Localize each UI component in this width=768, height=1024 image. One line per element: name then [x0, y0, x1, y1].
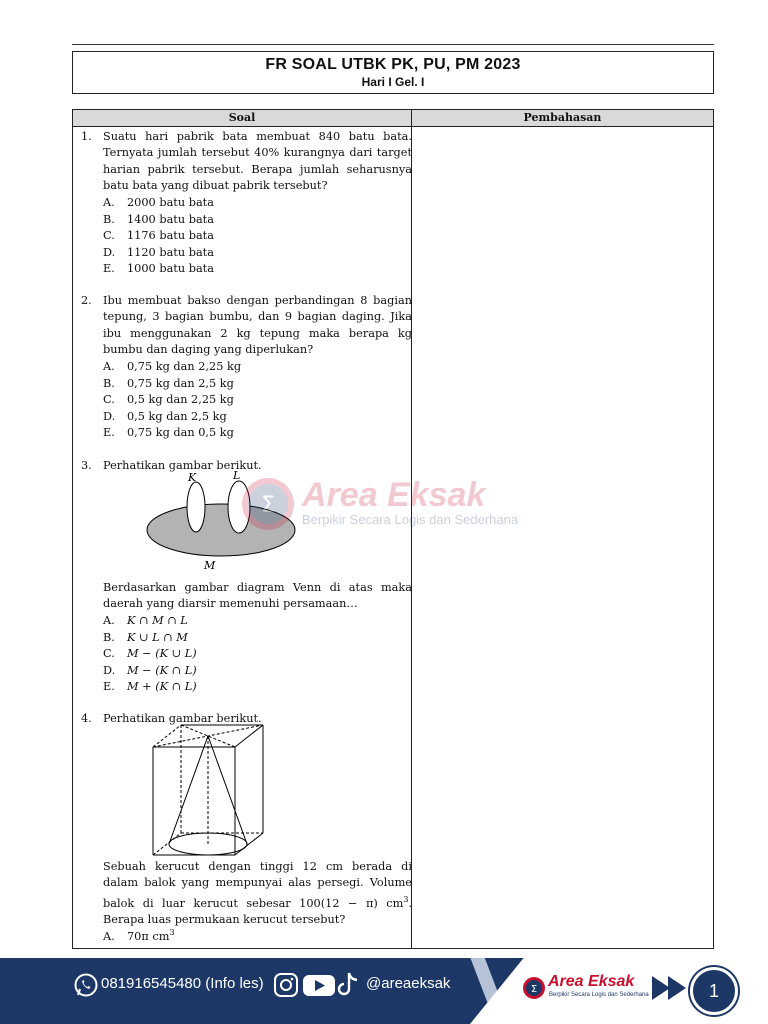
question-text: Suatu hari pabrik bata membuat 840 batu bata. Ternyata jumlah tersebut 40% kurangnya dari target harian pabrik tersebut. Berapa jumlah seharusnya batu bata yang dibuat pabrik tersebut? [103, 130, 412, 193]
instagram-icon [275, 974, 297, 996]
column-header-pembahasan: Pembahasan [523, 111, 602, 124]
watermark-tagline: Berpikir Secara Logis dan Sederhana [302, 512, 519, 527]
header-rule [72, 44, 714, 45]
question-number: 1. [81, 130, 92, 143]
question-number: 2. [81, 294, 92, 307]
whatsapp-icon[interactable] [73, 972, 99, 998]
venn-label-l: L [233, 469, 241, 482]
venn-diagram [141, 469, 301, 572]
question-number: 3. [81, 459, 92, 472]
option-a: A. 70π $cm^3$ [103, 928, 175, 943]
option-a: A. 2000 batu bata [103, 196, 214, 209]
option-e: E. 1000 batu bata [103, 262, 214, 275]
question-intro: Perhatikan gambar berikut. [103, 459, 262, 472]
question-table [72, 109, 714, 949]
title-box [72, 51, 714, 94]
cone-in-box-figure [151, 723, 267, 857]
venn-label-k: K [188, 471, 197, 484]
option-d: D. 1120 batu bata [103, 245, 214, 259]
option-e: E. 0,75 kg dan 0,5 kg [103, 426, 234, 439]
column-divider [411, 110, 412, 948]
option-b: B. 0,75 kg dan 2,5 kg [103, 376, 234, 390]
option-c: C. 1176 batu bata [103, 229, 214, 242]
footer-handle[interactable]: @areaeksak [366, 975, 451, 992]
page-number: 1 [690, 967, 738, 1015]
option-d: D. 0,5 kg dan 2,5 kg [103, 409, 227, 423]
next-arrows-icon [652, 974, 692, 1002]
option-a: A. 0,75 kg dan 2,25 kg [103, 360, 242, 373]
option-a: A. K ∩ M ∩ L [103, 614, 188, 627]
option-b: B. 1400 batu bata [103, 212, 214, 226]
svg-text:Σ: Σ [530, 984, 538, 995]
page-subtitle: Hari I Gel. I [361, 75, 425, 89]
venn-set-m [147, 504, 295, 556]
option-c: C. M − (K ∪ L) [103, 647, 197, 660]
soal-column [73, 127, 411, 947]
footer-brand: Area Eksak [548, 973, 635, 990]
option-b: B. K ∪ L ∩ M [103, 630, 188, 644]
social-icons [273, 970, 363, 1000]
table-header [73, 110, 713, 127]
youtube-icon [303, 975, 335, 996]
column-header-soal: Soal [228, 111, 256, 124]
question-text: Sebuah kerucut dengan tinggi 12 cm berada di dalam balok yang mempunyai alas persegi. Volume balok di luar kerucut sebesar 100(12 − π) $cm^3$. Berapa luas permukaan kerucut tersebut? [103, 860, 412, 926]
option-c: C. 0,5 kg dan 2,25 kg [103, 393, 234, 406]
question-text: Ibu membuat bakso dengan perbandingan 8 bagian tepung, 3 bagian bumbu, dan 9 bagian daging. Jika ibu menggunakan 2 kg tepung maka berapa kg bumbu dan daging yang diperlukan? [103, 294, 412, 357]
svg-text:Σ: Σ [261, 493, 275, 518]
footer-sigma-logo-icon [522, 976, 546, 1000]
venn-label-m: M [204, 559, 216, 572]
footer-tagline: Berpikir Secara Logis dan Sederhana [549, 992, 649, 998]
question-text: Berdasarkan gambar diagram Venn di atas maka daerah yang diarsir memenuhi persamaan… [103, 581, 412, 611]
question-intro: Perhatikan gambar berikut. [103, 712, 262, 725]
footer-phone[interactable]: 081916545480 (Info les) [101, 975, 264, 992]
question-number: 4. [81, 712, 92, 725]
option-d: D. M − (K ∩ L) [103, 663, 197, 677]
venn-set-k [187, 482, 205, 532]
page-title: FR SOAL UTBK PK, PU, PM 2023 [265, 56, 521, 73]
venn-set-l [228, 481, 250, 533]
watermark-brand: Area Eksak [302, 476, 486, 514]
tiktok-icon [339, 973, 357, 994]
option-e: E. M + (K ∩ L) [103, 680, 197, 693]
